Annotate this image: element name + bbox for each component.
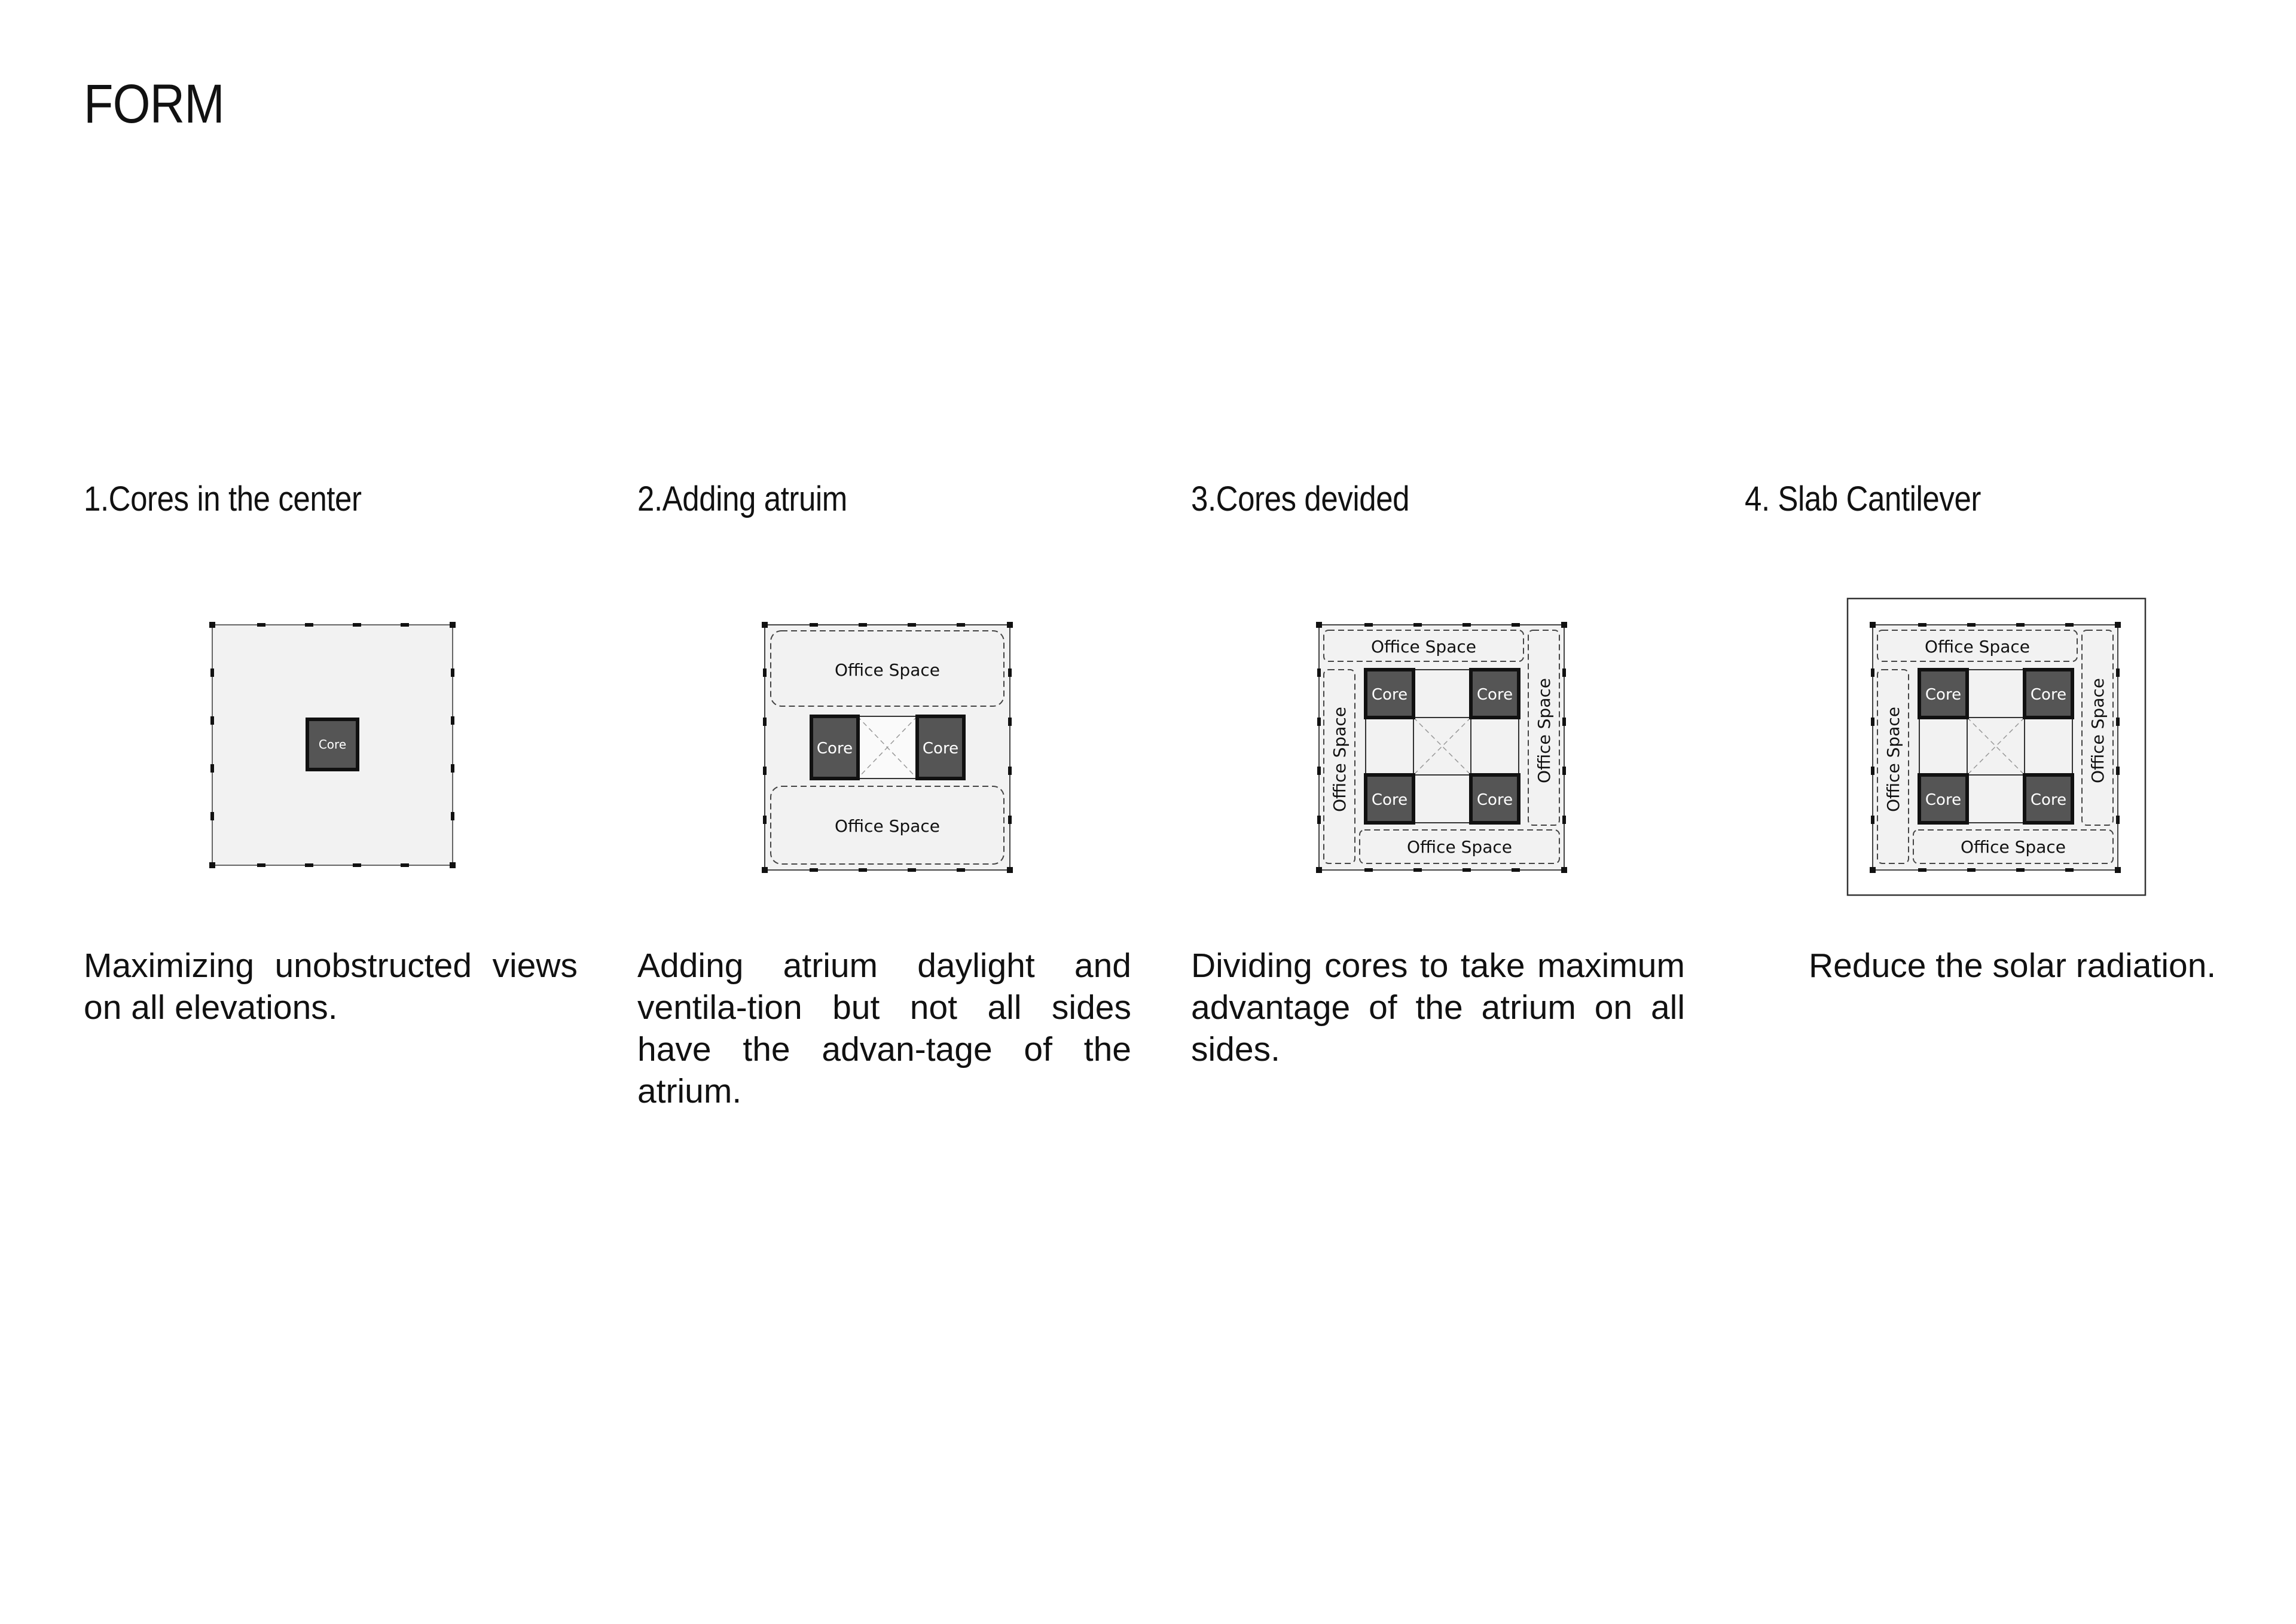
core-label: Core xyxy=(922,740,959,758)
step-3-title: 3.Cores devided xyxy=(1191,480,1410,518)
step-3-description: Dividing cores to take maximum advantage of the atrium on all sides. xyxy=(1191,947,1685,1069)
core-label: Core xyxy=(2030,791,2067,809)
step-1-description: Maximizing unobstructed views on all elevations. xyxy=(84,947,578,1027)
core-label: Core xyxy=(1476,791,1513,809)
core-label: Core xyxy=(1371,686,1408,704)
office-space-label: Office Space xyxy=(1925,637,2030,657)
core-label: Core xyxy=(1925,791,1962,809)
step-2-title: 2.Adding atruim xyxy=(637,480,847,518)
core-label: Core xyxy=(816,740,853,758)
plan-3-cores-divided xyxy=(1316,622,1567,873)
step-4-description: Reduce the solar radiation. xyxy=(1809,947,2216,985)
step-1-title: 1.Cores in the center xyxy=(84,480,362,518)
office-space-label: Office Space xyxy=(1407,837,1512,857)
office-space-label: Office Space xyxy=(1883,707,1903,812)
plan-diagrams xyxy=(0,586,2296,921)
office-space-label: Office Space xyxy=(835,660,940,680)
plan-1-cores-in-center xyxy=(209,622,456,868)
core-label: Core xyxy=(2030,686,2067,704)
step-2-description: Adding atrium daylight and ventila-tion but not all sides have the advan-tage of the atrium. xyxy=(637,947,1131,1110)
office-space-label: Office Space xyxy=(2088,678,2108,783)
core-label: Core xyxy=(318,737,347,752)
office-space-label: Office Space xyxy=(1534,678,1554,783)
plan-4-slab-cantilever xyxy=(1848,599,2145,895)
core-label: Core xyxy=(1476,686,1513,704)
core-label: Core xyxy=(1925,686,1962,704)
office-space-label: Office Space xyxy=(1961,837,2066,857)
page-title: FORM xyxy=(84,74,224,135)
office-space-label: Office Space xyxy=(1330,707,1349,812)
core-label: Core xyxy=(1371,791,1408,809)
step-4-title: 4. Slab Cantilever xyxy=(1745,480,1981,518)
office-space-label: Office Space xyxy=(835,816,940,836)
office-space-label: Office Space xyxy=(1371,637,1476,657)
plan-2-adding-atrium xyxy=(762,622,1013,873)
